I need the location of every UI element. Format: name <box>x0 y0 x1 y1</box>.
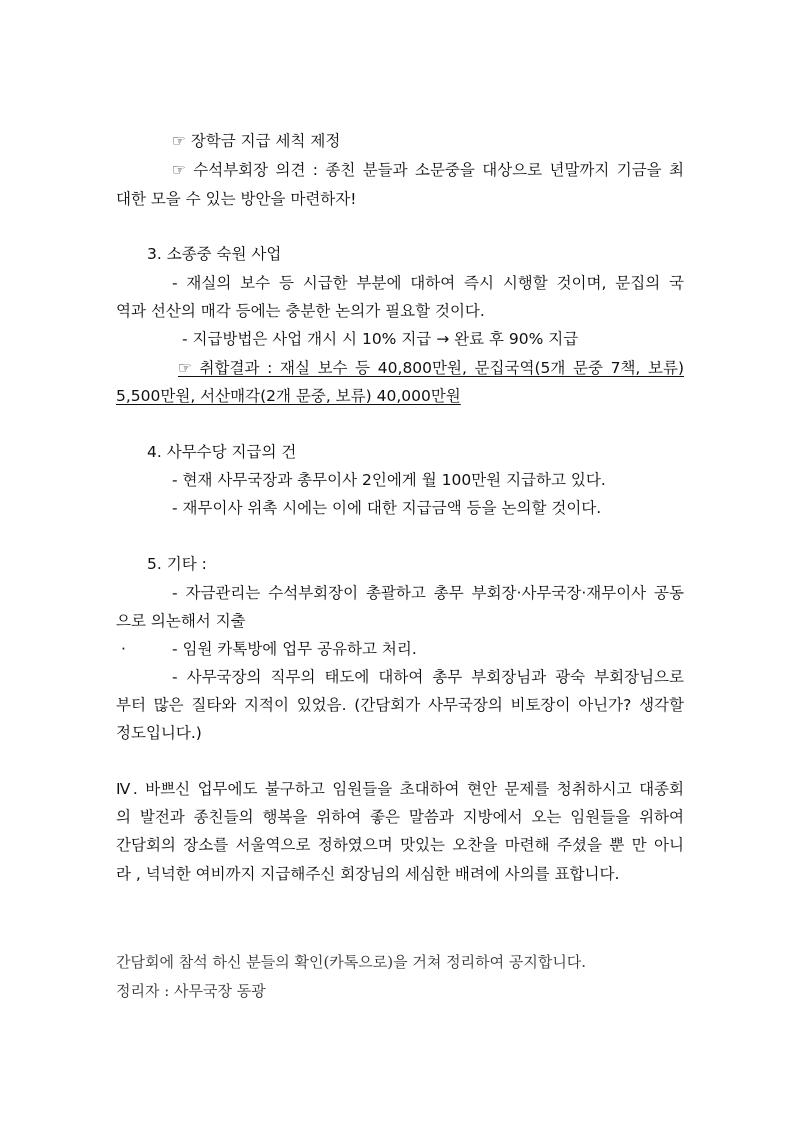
section-5-item3-line: - 사무국장의 직무의 태도에 대하여 총무 부회장님과 광숙 부회장님으로 <box>172 668 684 686</box>
footer-author: 정리자 : 사무국장 동광 <box>116 982 266 1000</box>
section-3-result-line: ☞ 취합결과 : 재실 보수 등 40,800만원, 문집국역(5개 문중 7책, 보류) <box>178 359 684 377</box>
vice-president-opinion-continuation: 대한 모을 수 있는 방안을 마련하자! <box>116 190 357 208</box>
section-3-item1-line: - 재실의 보수 등 시급한 부분에 대하여 즉시 시행할 것이며, 문집의 국 <box>172 274 684 292</box>
section-3-payment-method: - 지급방법은 사업 개시 시 10% 지급 → 완료 후 90% 지급 <box>182 330 579 348</box>
section-4-item1: - 현재 사무국장과 총무이사 2인에게 월 100만원 지급하고 있다. <box>172 471 606 489</box>
scholarship-rule-line: ☞ 장학금 지급 세칙 제정 <box>172 132 341 150</box>
section-iv-line: Ⅳ. 바쁘신 업무에도 불구하고 임원들을 초대하여 현안 문제를 청취하시고 대종회 <box>116 780 684 798</box>
vice-president-opinion-line: ☞ 수석부회장 의견 : 종친 분들과 소문중을 대상으로 년말까지 기금을 최 <box>172 161 684 179</box>
section-5-item3-end: 정도입니다.) <box>116 724 202 742</box>
footer-notice: 간담회에 참석 하신 분들의 확인(카톡으로)을 거쳐 정리하여 공지합니다. <box>116 953 587 971</box>
section-iv-line: 라 , 넉넉한 여비까지 지급해주신 회장님의 세심한 배려에 사의를 표합니다. <box>116 865 620 883</box>
section-4-item2: - 재무이사 위촉 시에는 이에 대한 지급금액 등을 논의할 것이다. <box>172 499 602 517</box>
section-iv-line: 간담회의 장소를 서울역으로 정하였으며 맛있는 오찬을 마련해 주셨을 뿐 만 아니 <box>116 836 684 854</box>
bullet-dot: · <box>121 640 126 658</box>
section-5-heading: 5. 기타 : <box>147 555 207 573</box>
section-4-heading: 4. 사무수당 지급의 건 <box>147 443 297 461</box>
section-iv-line: 의 발전과 종친들의 행복을 위하여 좋은 말씀과 지방에서 오는 임원들을 위하여 <box>116 808 684 826</box>
section-5-item3-continuation: 부터 많은 질타와 지적이 있었음. (간담회가 사무국장의 비토장이 아닌가? 생각할 <box>116 696 684 714</box>
section-3-result-continuation: 5,500만원, 서산매각(2개 문중, 보류) 40,000만원 <box>116 387 461 405</box>
section-3-heading: 3. 소종중 숙원 사업 <box>147 245 282 263</box>
section-5-item1-line: - 자금관리는 수석부회장이 총괄하고 총무 부회장·사무국장·재무이사 공동 <box>172 584 684 602</box>
section-5-item2: - 임원 카톡방에 업무 공유하고 처리. <box>172 640 417 658</box>
section-5-item1-continuation: 으로 의논해서 지출 <box>116 612 246 630</box>
section-3-item1-continuation: 역과 선산의 매각 등에는 충분한 논의가 필요할 것이다. <box>116 302 485 320</box>
